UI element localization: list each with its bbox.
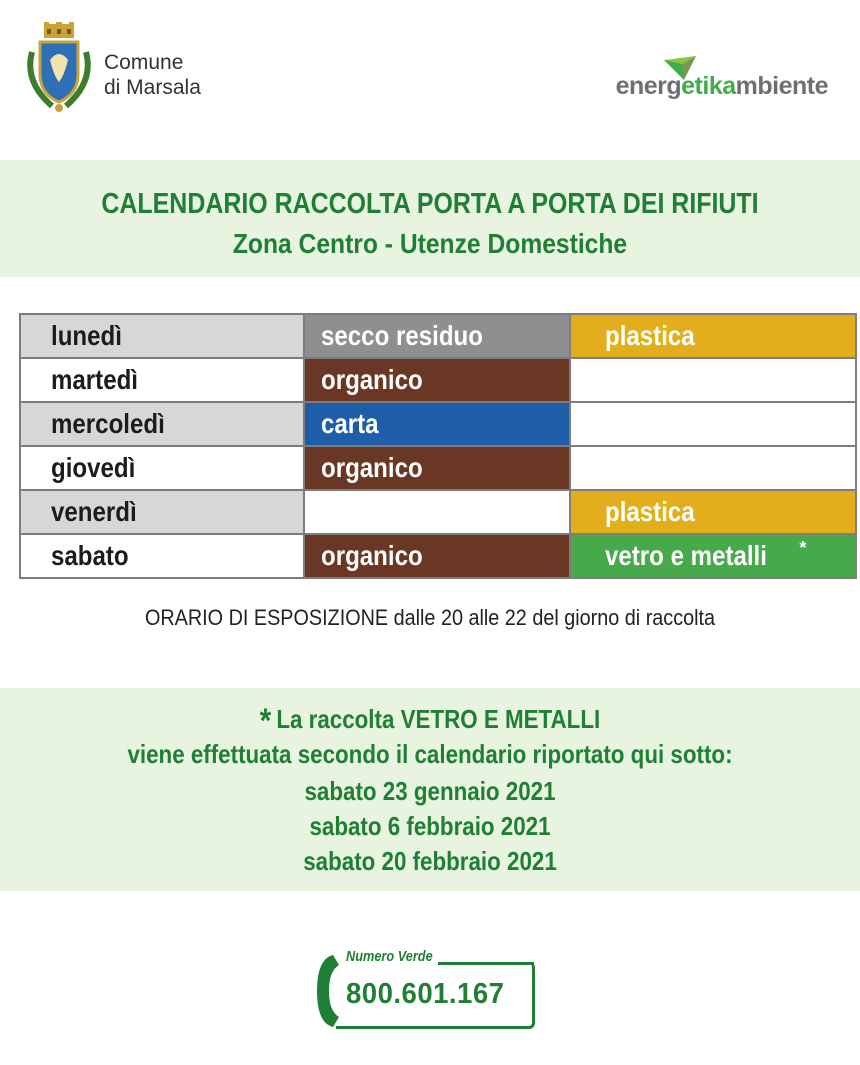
waste-type-cell: [304, 490, 570, 534]
hotline-number: 800.601.167: [346, 978, 505, 1010]
glass-info-line2: viene effettuata secondo il calendario riportato qui sotto:: [127, 739, 733, 769]
schedule-row: [20, 490, 856, 534]
waste-type-cell: [570, 358, 856, 402]
municipality-name: [104, 50, 201, 100]
waste-type-cell: [570, 534, 856, 578]
waste-type-cell: [570, 402, 856, 446]
title-band: [0, 160, 860, 277]
waste-type-cell: [570, 446, 856, 490]
schedule-row: [20, 446, 856, 490]
waste-type-label: organico: [321, 452, 423, 483]
waste-type-cell: [304, 402, 570, 446]
glass-info-line1: [60, 702, 800, 741]
waste-type-cell: [304, 534, 570, 578]
day-cell: [20, 490, 304, 534]
hotline-label: Numero Verde: [346, 948, 433, 965]
waste-type-label: organico: [321, 540, 423, 571]
calendar-title: CALENDARIO RACCOLTA PORTA A PORTA DEI RIFIUTI: [101, 188, 759, 220]
calendar-subtitle: Zona Centro - Utenze Domestiche: [232, 228, 628, 259]
glass-metal-info-band: [0, 688, 860, 891]
schedule-row: [20, 314, 856, 358]
waste-type-label: carta: [321, 408, 379, 439]
waste-type-cell: [304, 446, 570, 490]
glass-date: sabato 20 febbraio 2021: [303, 846, 557, 876]
waste-type-cell: [304, 314, 570, 358]
glass-info-text: La raccolta VETRO E METALLI: [276, 704, 601, 734]
day-cell: [20, 446, 304, 490]
waste-type-cell: [570, 314, 856, 358]
waste-type-label: plastica: [605, 320, 695, 351]
day-label: lunedì: [51, 320, 122, 351]
day-cell: [20, 314, 304, 358]
municipality-line1: Comune: [104, 51, 184, 74]
brand-part3: mbiente: [735, 72, 828, 100]
glass-date: sabato 6 febbraio 2021: [309, 811, 551, 841]
day-cell: [20, 358, 304, 402]
brand-part1: energ: [615, 72, 682, 100]
day-label: giovedì: [51, 452, 136, 483]
glass-date: sabato 23 gennaio 2021: [304, 776, 556, 806]
day-label: mercoledì: [51, 408, 165, 439]
waste-type-label: secco residuo: [321, 320, 483, 351]
day-label: martedì: [51, 364, 138, 395]
municipal-crest-icon: [22, 22, 96, 114]
collection-schedule-table: [19, 313, 857, 579]
asterisk-mark: *: [799, 538, 807, 558]
brand-logo-text: [616, 72, 828, 101]
day-cell: [20, 534, 304, 578]
asterisk-mark: *: [259, 702, 272, 740]
waste-type-label: vetro e metalli: [605, 540, 767, 571]
schedule-row: [20, 358, 856, 402]
brand-part2: etika: [681, 72, 736, 100]
waste-type-label: plastica: [605, 496, 695, 527]
waste-type-cell: [304, 358, 570, 402]
schedule-row: [20, 402, 856, 446]
waste-type-cell: [570, 490, 856, 534]
day-label: venerdì: [51, 496, 137, 527]
municipality-line2: di Marsala: [104, 76, 201, 99]
day-label: sabato: [51, 540, 129, 571]
schedule-row: [20, 534, 856, 578]
day-cell: [20, 402, 304, 446]
schedule-body: [20, 314, 856, 578]
waste-type-label: organico: [321, 364, 423, 395]
exposure-hours-note: ORARIO DI ESPOSIZIONE dalle 20 alle 22 del giorno di raccolta: [144, 605, 716, 630]
